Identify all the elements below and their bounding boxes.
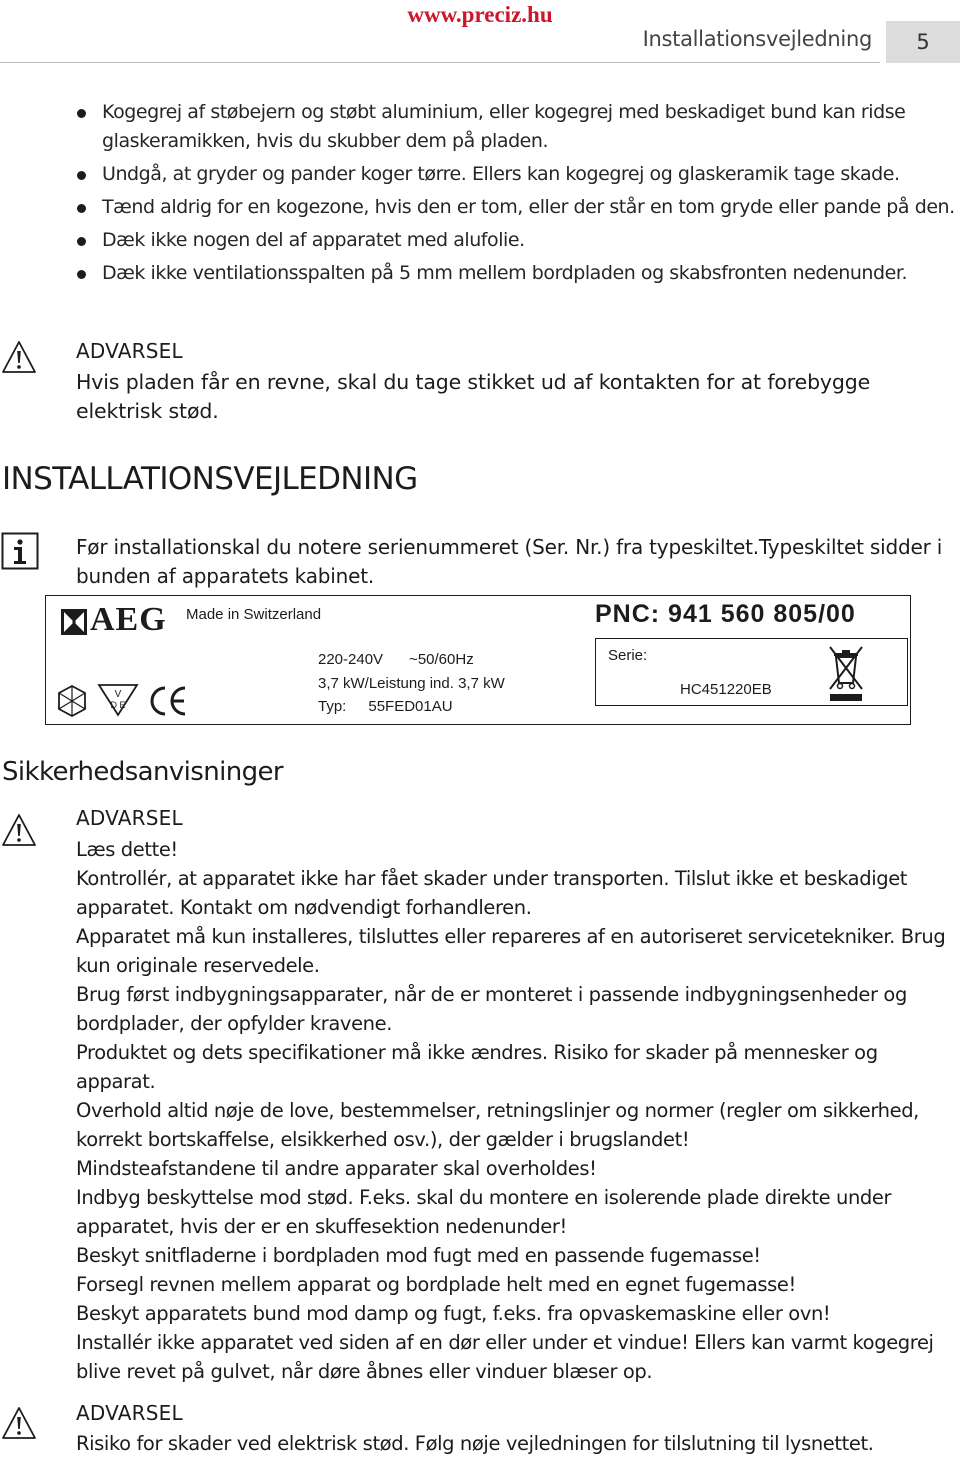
list-item: Dæk ikke ventilationsspalten på 5 mm mellem bordpladen og skabsfronten nedenunder. xyxy=(76,259,956,288)
serie-value: HC451220EB xyxy=(680,681,772,698)
safety-paragraph: Indbyg beskyttelse mod stød. F.eks. skal du montere en isolerende plade direkte under apparatet, hvis der er en skuffesektion nedenunder! xyxy=(76,1186,892,1238)
safety-paragraph: Overhold altid nøje de love, bestemmelser, retningslinjer og normer (regler om sikkerhed, korrekt bortskaffelse, elsikkerhed osv.), der gælder i brugslandet! xyxy=(76,1099,919,1151)
safety-paragraph: Apparatet må kun installeres, tilsluttes eller repareres af en autoriseret servicetekniker. Brug kun originale reservedele. xyxy=(76,925,946,977)
safety-paragraph: Læs dette! xyxy=(76,838,178,861)
safety-heading: Sikkerhedsanvisninger xyxy=(2,757,284,787)
vde-mark-bottom: D E xyxy=(110,700,126,710)
warning-triangle-icon xyxy=(1,1406,37,1440)
list-item: Dæk ikke nogen del af apparatet med alufolie. xyxy=(76,226,956,255)
list-item: Tænd aldrig for en kogezone, hvis den er tom, eller der står en tom gryde eller pande på den. xyxy=(76,193,956,222)
safety-paragraph: Forsegl revnen mellem apparat og bordplade helt med en egnet fugemasse! xyxy=(76,1273,796,1296)
site-url[interactable]: www.preciz.hu xyxy=(407,2,553,27)
list-item: Kogegrej af støbejern og støbt aluminium, eller kogegrej med beskadiget bund kan ridse glaskeramikken, hvis du skubber dem på pladen. xyxy=(76,98,956,156)
brand-logo: AEG xyxy=(90,601,167,638)
frequency: ~50/60Hz xyxy=(409,651,474,668)
pnc-number: PNC: 941 560 805/00 xyxy=(595,600,856,628)
header-title: Installationsvejledning xyxy=(642,27,872,51)
warning-label: ADVARSEL xyxy=(76,806,183,830)
aeg-emblem-icon xyxy=(60,608,88,636)
warning-label: ADVARSEL xyxy=(76,1401,183,1425)
voltage: 220-240V xyxy=(318,651,384,668)
made-in: Made in Switzerland xyxy=(186,606,322,623)
serie-box xyxy=(595,638,908,706)
header-divider xyxy=(0,62,880,63)
ce-mark-icon xyxy=(147,684,189,718)
info-icon xyxy=(1,532,39,570)
safety-paragraph: Beskyt apparatets bund mod damp og fugt, f.eks. fra opvaskemaskine eller ovn! xyxy=(76,1302,831,1325)
safety-paragraph: Beskyt snitfladerne i bordpladen mod fugt med en passende fugemasse! xyxy=(76,1244,761,1267)
vde-mark-top: V xyxy=(114,689,122,700)
rating-plate xyxy=(45,595,911,725)
info-text: Før installationskal du notere serienummeret (Ser. Nr.) fra typeskiltet.Typeskiltet sidder i bunden af apparatets kabinet. xyxy=(76,535,943,588)
type-label: Typ: xyxy=(318,698,347,715)
warning-text: Risiko for skader ved elektrisk stød. Følg nøje vejledningen for tilslutning til lysnettet. xyxy=(76,1432,874,1455)
type-value: 55FED01AU xyxy=(368,698,453,715)
warning-label: ADVARSEL xyxy=(76,339,183,363)
type-line xyxy=(318,698,453,715)
safety-paragraph: Produktet og dets specifikationer må ikke ændres. Risiko for skader på mennesker og apparat. xyxy=(76,1041,878,1093)
safety-paragraph: Mindsteafstandene til andre apparater skal overholdes! xyxy=(76,1157,597,1180)
installation-heading: INSTALLATIONSVEJLEDNING xyxy=(2,461,418,497)
safety-mark-icon xyxy=(56,684,88,718)
safety-paragraph: Brug først indbygningsapparater, når de er monteret i passende indbygningsenheder og bordplader, der opfylder kravene. xyxy=(76,983,907,1035)
weee-bin-icon xyxy=(826,641,866,703)
precautions-list xyxy=(76,98,956,292)
safety-paragraph: Installér ikke apparatet ved siden af en dør eller under et vindue! Ellers kan varmt kogegrej blive revet på gulvet, når døre åbnes eller vinduer blæser op. xyxy=(76,1331,934,1383)
voltage-line xyxy=(318,651,474,668)
list-item: Undgå, at gryder og pander koger tørre. Ellers kan kogegrej og glaskeramik tage skade. xyxy=(76,160,956,189)
vde-mark-icon xyxy=(96,682,140,718)
warning-triangle-icon xyxy=(1,340,37,374)
warning-triangle-icon xyxy=(1,813,37,847)
warning-text: Hvis pladen får en revne, skal du tage stikket ud af kontakten for at forebygge elektrisk stød. xyxy=(76,370,871,423)
power-rating: 3,7 kW/Leistung ind. 3,7 kW xyxy=(318,675,505,692)
safety-paragraph: Kontrollér, at apparatet ikke har fået skader under transporten. Tilslut ikke et beskadiget apparatet. Kontakt om nødvendigt forhandleren. xyxy=(76,867,908,919)
safety-text xyxy=(76,835,956,1386)
serie-label: Serie: xyxy=(608,647,648,664)
page-number: 5 xyxy=(886,21,960,63)
